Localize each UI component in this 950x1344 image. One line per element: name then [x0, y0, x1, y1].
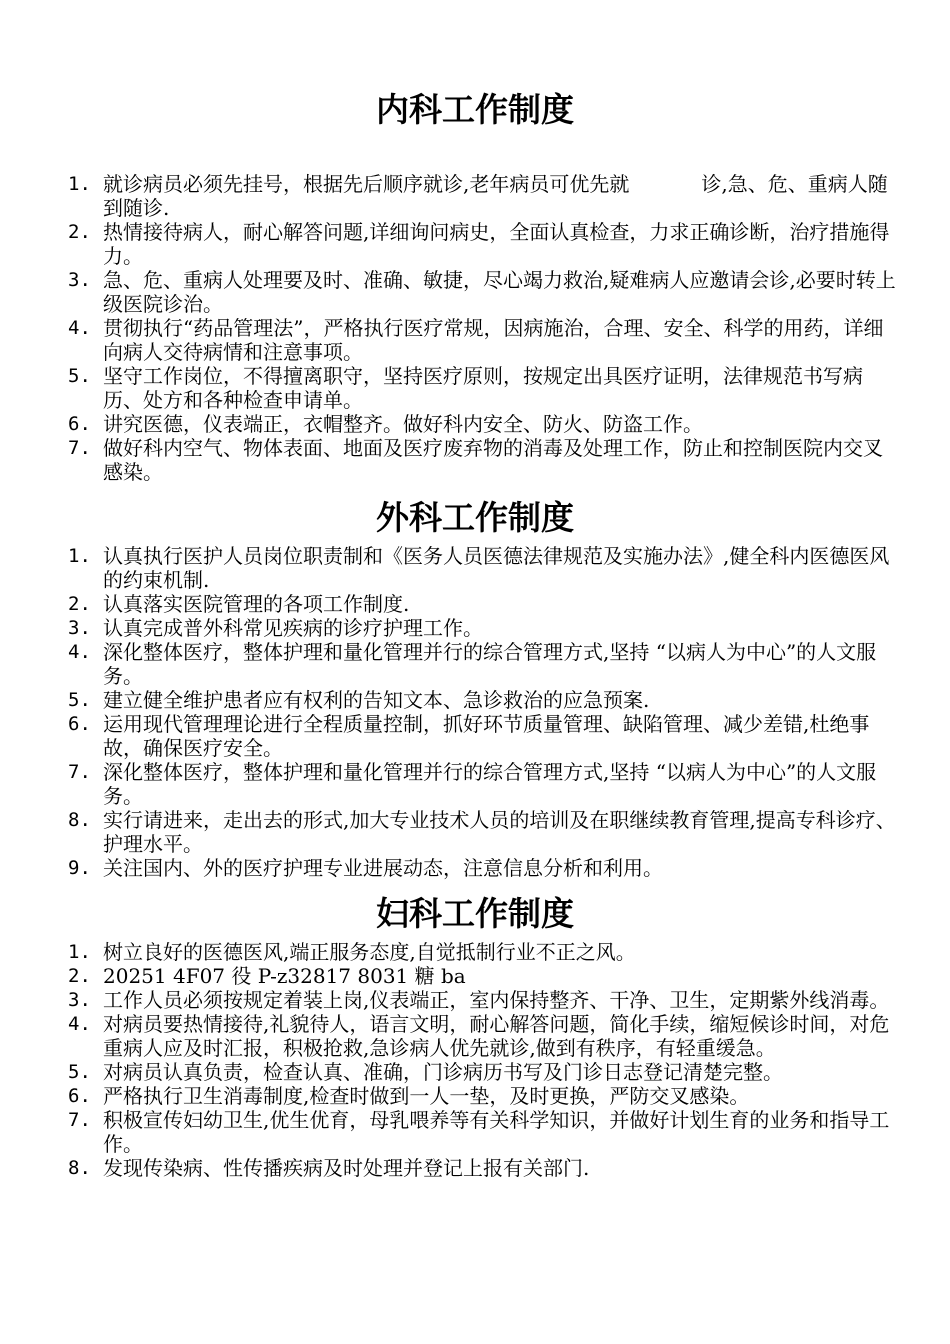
rules-list-internal-medicine	[68, 172, 898, 484]
item-number: 2.	[68, 221, 91, 243]
item-number: 1.	[68, 941, 91, 963]
item-text: 贯彻执行“药品管理法”，严格执行医疗常规，因病施治，合理、安全、科学的用药，详细向病人交待病情和注意事项。	[103, 316, 884, 364]
item-number: 7.	[68, 761, 91, 783]
list-item	[68, 616, 898, 640]
list-item	[68, 964, 898, 988]
item-number: 8.	[68, 809, 91, 831]
item-text: 深化整体医疗，整体护理和量化管理并行的综合管理方式,坚持 “以病人为中心”的人文服务。	[103, 760, 877, 808]
section-title-internal-medicine: 内科工作制度	[376, 90, 574, 129]
item-text: 做好科内空气、物体表面、地面及医疗废弃物的消毒及处理工作，防止和控制医院内交叉感染。	[103, 436, 883, 484]
item-number: 3.	[68, 989, 91, 1011]
item-number: 2.	[68, 965, 91, 987]
list-item	[68, 940, 898, 964]
item-text: 讲究医德，仪表端正，衣帽整齐。做好科内安全、防火、防盗工作。	[103, 412, 703, 436]
item-text: 工作人员必须按规定着装上岗,仪表端正，室内保持整齐、干净、卫生，定期紫外线消毒。	[103, 988, 890, 1012]
rules-list-surgery	[68, 544, 898, 880]
item-text: 诊,急、危、重病人随到随诊.	[103, 172, 888, 220]
item-number: 7.	[68, 437, 91, 459]
item-number: 6.	[68, 413, 91, 435]
item-number: 8.	[68, 1157, 91, 1179]
item-text: 认真落实医院管理的各项工作制度.	[103, 592, 410, 616]
item-number: 4.	[68, 1013, 91, 1035]
list-item	[68, 316, 898, 364]
list-item	[68, 760, 898, 808]
item-text: 对病员认真负责，检查认真、准确，门诊病历书写及门诊日志登记清楚完整。	[103, 1060, 783, 1084]
item-text: 坚守工作岗位，不得擅离职守，坚持医疗原则，按规定出具医疗证明，法律规范书写病历、处方和各种检查申请单。	[103, 364, 863, 412]
list-item	[68, 268, 898, 316]
list-item	[68, 640, 898, 688]
item-number: 2.	[68, 593, 91, 615]
item-number: 5.	[68, 1061, 91, 1083]
item-number: 5.	[68, 689, 91, 711]
list-item	[68, 688, 898, 712]
rules-list-gynecology	[68, 940, 898, 1180]
item-text: 建立健全维护患者应有权利的告知文本、急诊救治的应急预案.	[103, 688, 650, 712]
item-number: 6.	[68, 1085, 91, 1107]
list-item	[68, 1108, 898, 1156]
item-text: 运用现代管理理论进行全程质量控制，抓好环节质量管理、缺陷管理、减少差错,杜绝事故，确保医疗安全。	[103, 712, 870, 760]
item-number: 5.	[68, 365, 91, 387]
list-item	[68, 412, 898, 436]
item-text: 严格执行卫生消毒制度,检查时做到一人一垫，及时更换，严防交叉感染。	[103, 1084, 750, 1108]
list-item	[68, 712, 898, 760]
item-number: 3.	[68, 617, 91, 639]
item-text: 对病员要热情接待,礼貌待人，语言文明，耐心解答问题，简化手续，缩短候诊时间，对危重病人应及时汇报，积极抢救,急诊病人优先就诊,做到有秩序，有轻重缓急。	[103, 1012, 890, 1060]
list-item	[68, 544, 898, 592]
item-text: 热情接待病人，耐心解答问题,详细询问病史，全面认真检查，力求正确诊断，治疗措施得力。	[103, 220, 890, 268]
item-text: 实行请进来，走出去的形式,加大专业技术人员的培训及在职继续教育管理,提高专科诊疗、护理水平。	[103, 808, 896, 856]
item-number: 7.	[68, 1109, 91, 1131]
item-text: 积极宣传妇幼卫生,优生优育，母乳喂养等有关科学知识，并做好计划生育的业务和指导工作。	[103, 1108, 890, 1156]
list-item	[68, 1156, 898, 1180]
item-number: 3.	[68, 269, 91, 291]
item-text: 树立良好的医德医风,端正服务态度,自觉抵制行业不正之风。	[103, 940, 636, 964]
list-item	[68, 1012, 898, 1060]
section-title-gynecology: 妇科工作制度	[376, 894, 574, 933]
section-title-surgery: 外科工作制度	[376, 498, 574, 537]
list-item	[68, 856, 898, 880]
list-item	[68, 1060, 898, 1084]
list-item	[68, 364, 898, 412]
item-text: 认真完成普外科常见疾病的诊疗护理工作。	[103, 616, 483, 640]
item-text: 深化整体医疗，整体护理和量化管理并行的综合管理方式,坚持 “以病人为中心”的人文服务。	[103, 640, 877, 688]
item-text-lead: 就诊病员必须先挂号，根据先后顺序就诊,老年病员可优先就	[103, 172, 630, 196]
item-text: 急、危、重病人处理要及时、准确、敏捷，尽心竭力救治,疑难病人应邀请会诊,必要时转上级医院诊治。	[103, 268, 896, 316]
item-number: 9.	[68, 857, 91, 879]
list-item	[68, 988, 898, 1012]
item-text: 20251 4F07 役 P-z32817 8031 糖 ba	[103, 964, 466, 988]
item-number: 1.	[68, 545, 91, 567]
item-text: 发现传染病、性传播疾病及时处理并登记上报有关部门.	[103, 1156, 590, 1180]
item-number: 4.	[68, 641, 91, 663]
list-item	[68, 436, 898, 484]
list-item	[68, 220, 898, 268]
item-number: 4.	[68, 317, 91, 339]
list-item	[68, 1084, 898, 1108]
item-text: 关注国内、外的医疗护理专业进展动态，注意信息分析和利用。	[103, 856, 663, 880]
list-item	[68, 592, 898, 616]
list-item	[68, 172, 898, 220]
item-number: 1.	[68, 173, 91, 195]
item-number: 6.	[68, 713, 91, 735]
item-text: 认真执行医护人员岗位职责制和《医务人员医德法律规范及实施办法》,健全科内医德医风的约束机制.	[103, 544, 890, 592]
list-item	[68, 808, 898, 856]
